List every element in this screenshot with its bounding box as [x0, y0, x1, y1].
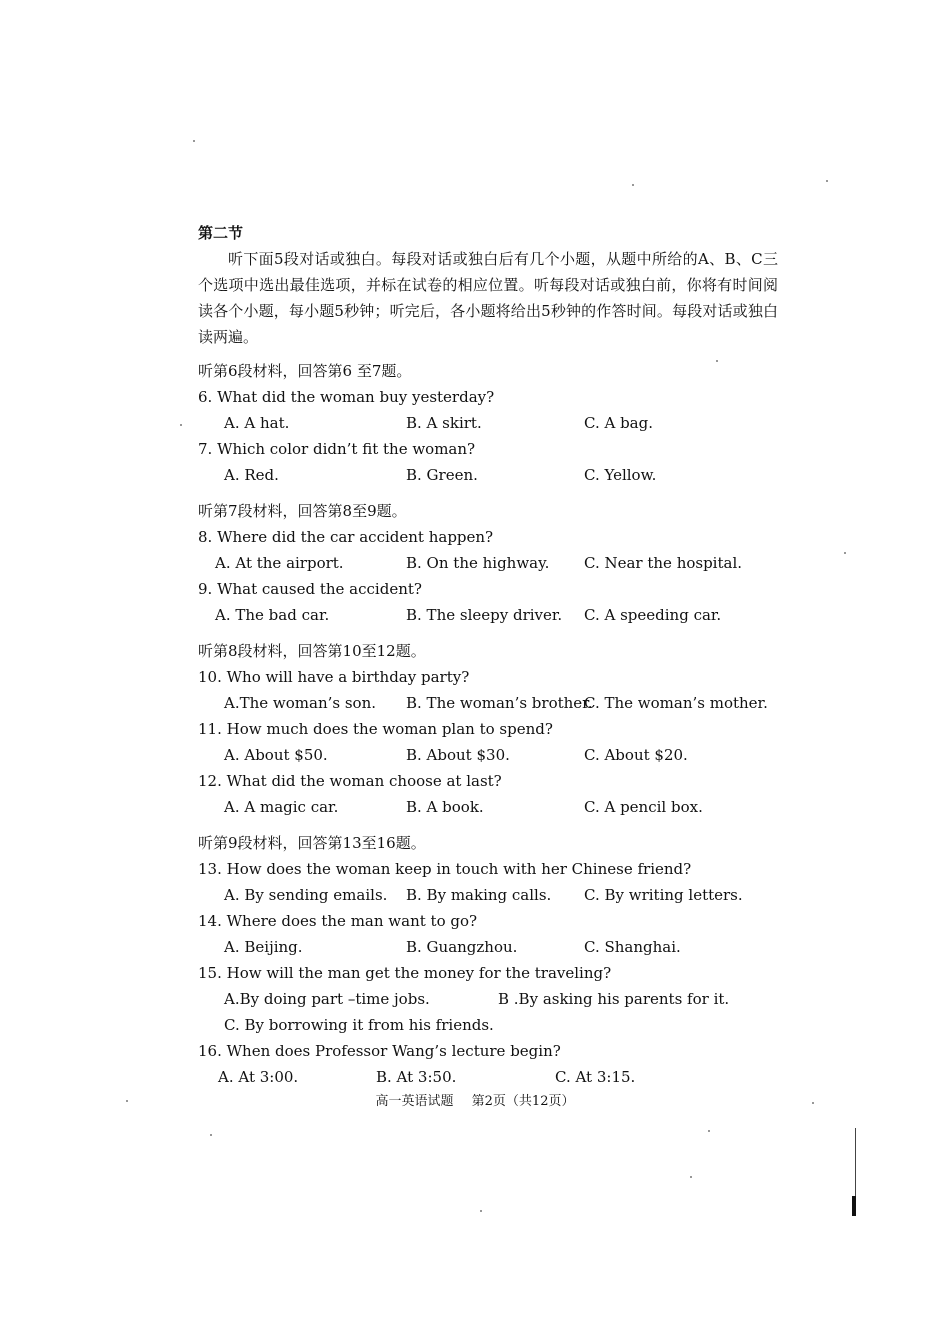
- option-a: A. At the airport.: [215, 554, 344, 572]
- option-row: [198, 986, 778, 1012]
- group-header: 听第8段材料，回答第10至12题。: [198, 642, 426, 660]
- scan-speck: [210, 1134, 212, 1136]
- footer-title: 高一英语试题: [375, 1094, 454, 1109]
- question-stem: 6. What did the woman buy yesterday?: [198, 388, 495, 406]
- section-title: 第二节: [198, 224, 244, 242]
- question-stem: 13. How does the woman keep in touch with her Chinese friend?: [198, 860, 692, 878]
- option-row: [198, 550, 778, 576]
- option-row: [198, 742, 778, 768]
- scan-speck: [180, 424, 182, 426]
- option-c: C. A speeding car.: [584, 606, 722, 624]
- question-stem: 9. What caused the accident?: [198, 580, 422, 598]
- option-c: C. By writing letters.: [584, 886, 743, 904]
- question-group: [198, 638, 778, 820]
- option-row: [198, 602, 778, 628]
- question-stem: 10. Who will have a birthday party?: [198, 668, 470, 686]
- option-b: B. About $30.: [406, 746, 510, 764]
- option-c: C. Shanghai.: [584, 938, 681, 956]
- section-instructions: 听下面5段对话或独白。每段对话或独白后有几个小题，从题中所给的A、B、C三个选项中选出最佳选项，并标在试卷的相应位置。听每段对话或独白前，你将有时间阅读各个小题，每小题5秒钟；听完后，各小题将给出5秒钟的作答时间。每段对话或独白读两遍。: [198, 250, 778, 346]
- question-stem: 11. How much does the woman plan to spend?: [198, 720, 553, 738]
- question-group: [198, 498, 778, 628]
- option-c: C. By borrowing it from his friends.: [224, 1016, 494, 1034]
- option-c: C. At 3:15.: [555, 1068, 636, 1086]
- scan-speck: [716, 360, 718, 362]
- option-b: B. Green.: [406, 466, 478, 484]
- option-a: A. About $50.: [224, 746, 328, 764]
- question-stem: 15. How will the man get the money for the traveling?: [198, 964, 612, 982]
- question-group: [198, 830, 778, 1090]
- option-b: B. A book.: [406, 798, 484, 816]
- group-header: 听第6段材料，回答第6 至7题。: [198, 362, 412, 380]
- option-a: A. By sending emails.: [224, 886, 388, 904]
- scan-speck: [708, 1130, 710, 1132]
- scan-speck: [812, 1102, 814, 1104]
- scan-speck: [480, 1210, 482, 1212]
- group-header: 听第7段材料，回答第8至9题。: [198, 502, 407, 520]
- option-b: B. The woman’s brother.: [406, 694, 593, 712]
- scan-speck: [690, 1176, 692, 1178]
- option-a: A.By doing part –time jobs.: [224, 990, 430, 1008]
- option-row: [198, 934, 778, 960]
- question-list: [198, 358, 778, 1090]
- option-row: [198, 410, 778, 436]
- scan-speck: [193, 140, 195, 142]
- option-b: B. A skirt.: [406, 414, 482, 432]
- scan-speck: [826, 180, 828, 182]
- option-a: A.The woman’s son.: [224, 694, 376, 712]
- option-b: B. Guangzhou.: [406, 938, 518, 956]
- option-c: C. About $20.: [584, 746, 688, 764]
- scan-speck: [632, 184, 634, 186]
- option-c: C. A pencil box.: [584, 798, 703, 816]
- question-stem: 8. Where did the car accident happen?: [198, 528, 494, 546]
- question-stem: 16. When does Professor Wang’s lecture begin?: [198, 1042, 561, 1060]
- scan-margin-mark: [852, 1196, 856, 1216]
- option-b: B. At 3:50.: [376, 1068, 457, 1086]
- option-b: B .By asking his parents for it.: [498, 990, 730, 1008]
- option-row: [198, 462, 778, 488]
- option-a: A. A hat.: [224, 414, 290, 432]
- option-row: [198, 1064, 778, 1090]
- option-c: C. Yellow.: [584, 466, 657, 484]
- scan-speck: [126, 1100, 128, 1102]
- option-c: C. The woman’s mother.: [584, 694, 768, 712]
- option-c: C. A bag.: [584, 414, 653, 432]
- question-group: [198, 358, 778, 488]
- option-row: [198, 690, 778, 716]
- option-c: C. Near the hospital.: [584, 554, 743, 572]
- option-b: B. On the highway.: [406, 554, 550, 572]
- option-a: A. Beijing.: [224, 938, 303, 956]
- footer-page-number: 第2页（共12页）: [471, 1094, 575, 1109]
- option-row: [198, 794, 778, 820]
- group-header: 听第9段材料，回答第13至16题。: [198, 834, 426, 852]
- option-a: A. Red.: [224, 466, 279, 484]
- question-stem: 14. Where does the man want to go?: [198, 912, 478, 930]
- question-stem: 12. What did the woman choose at last?: [198, 772, 502, 790]
- question-stem: 7. Which color didn’t fit the woman?: [198, 440, 476, 458]
- page-footer: [0, 1090, 950, 1109]
- option-a: A. The bad car.: [215, 606, 330, 624]
- option-b: B. The sleepy driver.: [406, 606, 563, 624]
- scan-speck: [844, 552, 846, 554]
- option-a: A. A magic car.: [224, 798, 339, 816]
- option-row: [198, 1012, 778, 1038]
- option-row: [198, 882, 778, 908]
- option-b: B. By making calls.: [406, 886, 552, 904]
- option-a: A. At 3:00.: [218, 1068, 299, 1086]
